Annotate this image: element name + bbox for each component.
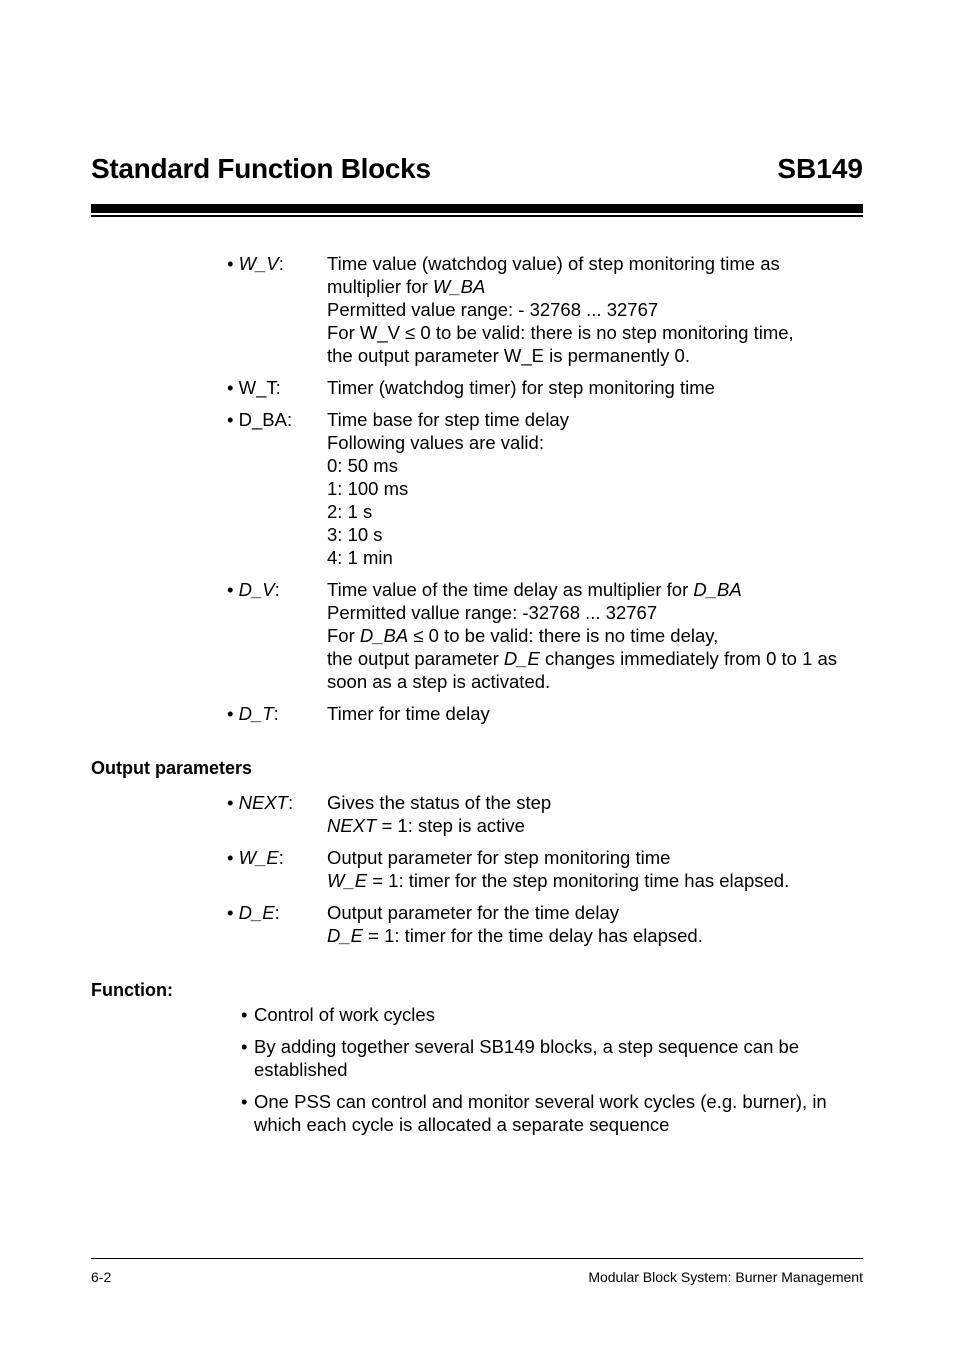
text-segment: Timer for time delay <box>327 703 490 724</box>
text-segment: ≤ 0 to be valid: there is no time delay, <box>408 625 719 646</box>
function-item <box>241 1090 861 1136</box>
bullet: • <box>241 1004 248 1025</box>
text-segment: Output parameter for the time delay <box>327 902 620 923</box>
parameter-item <box>227 252 867 367</box>
text-segment: D_E <box>327 925 363 946</box>
text-segment: Time base for step time delay <box>327 409 569 430</box>
parameter-description <box>327 702 867 725</box>
description-line <box>327 846 867 869</box>
text-segment: W_E <box>238 847 279 868</box>
description-line <box>327 624 867 647</box>
input-parameter-list <box>227 252 867 734</box>
parameter-description <box>327 578 867 693</box>
text-segment: = 1: timer for the time delay has elapsed. <box>363 925 703 946</box>
text-segment: Gives the status of the step <box>327 792 552 813</box>
bullet: • <box>227 847 234 868</box>
parameter-item <box>227 702 867 725</box>
output-parameters-heading: Output parameters <box>91 758 253 778</box>
footer-doc-title: Modular Block System: Burner Management <box>588 1269 863 1285</box>
parameter-label <box>227 702 327 725</box>
description-line <box>327 408 867 431</box>
text-segment: : <box>273 703 279 724</box>
description-line <box>327 901 867 924</box>
bullet: • <box>227 253 234 274</box>
parameter-item <box>227 901 867 947</box>
page-title: Standard Function Blocks <box>91 153 431 184</box>
function-list <box>241 1003 861 1145</box>
parameter-item <box>227 846 867 892</box>
function-item <box>241 1035 861 1081</box>
text-segment: Permitted value range: - 32768 ... 32767 <box>327 299 659 320</box>
footer-rule <box>91 1258 863 1259</box>
description-line <box>327 298 867 321</box>
text-segment: 1: 100 ms <box>327 478 409 499</box>
parameter-label <box>227 408 327 569</box>
text-segment: D_BA <box>693 579 742 600</box>
function-heading: Function: <box>91 980 173 1000</box>
parameter-description <box>327 376 867 399</box>
description-line <box>327 791 867 814</box>
text-segment: Permitted vallue range: -32768 ... 32767 <box>327 602 658 623</box>
parameter-item <box>227 578 867 693</box>
parameter-label <box>227 901 327 947</box>
text-segment: Following values are valid: <box>327 432 544 453</box>
text-segment: NEXT <box>238 792 288 813</box>
description-line <box>327 275 867 298</box>
parameter-description <box>327 252 867 367</box>
text-segment: multiplier for <box>327 276 433 297</box>
function-line: One PSS can control and monitor several work cycles (e.g. burner), in <box>254 1091 827 1112</box>
description-line <box>327 546 867 569</box>
parameter-description <box>327 408 867 569</box>
description-line <box>327 500 867 523</box>
description-line <box>327 477 867 500</box>
bullet: • <box>227 792 234 813</box>
text-segment: For <box>327 625 360 646</box>
bullet: • <box>227 579 234 600</box>
text-segment: 3: 10 s <box>327 524 383 545</box>
text-segment: W_BA <box>432 276 486 297</box>
parameter-item <box>227 376 867 399</box>
description-line <box>327 814 867 837</box>
header-rule-thin <box>91 215 863 217</box>
text-segment: : <box>278 253 284 274</box>
parameter-label <box>227 846 327 892</box>
output-parameter-list <box>227 791 867 956</box>
text-segment: the output parameter <box>327 648 504 669</box>
parameter-description <box>327 901 867 947</box>
text-segment: the output parameter W_E is permanently 0. <box>327 345 690 366</box>
parameter-description <box>327 791 867 837</box>
function-text <box>254 1090 827 1136</box>
description-line <box>327 344 867 367</box>
text-segment: D_BA <box>359 625 409 646</box>
description-line <box>327 601 867 624</box>
function-text <box>254 1035 799 1081</box>
bullet: • <box>227 703 234 724</box>
parameter-label <box>227 376 327 399</box>
function-line: established <box>254 1059 348 1080</box>
function-item <box>241 1003 861 1026</box>
text-segment: soon as a step is activated. <box>327 671 551 692</box>
description-line <box>327 454 867 477</box>
description-line <box>327 431 867 454</box>
text-segment: Time value of the time delay as multiplier for <box>327 579 694 600</box>
text-segment: For W_V ≤ 0 to be valid: there is no step monitoring time, <box>327 322 794 343</box>
text-segment: W_V <box>238 253 279 274</box>
text-segment: Output parameter for step monitoring time <box>327 847 671 868</box>
description-line <box>327 924 867 947</box>
text-segment: changes immediately from 0 to 1 as <box>539 648 838 669</box>
description-line <box>327 252 867 275</box>
description-line <box>327 523 867 546</box>
function-text <box>254 1003 435 1026</box>
text-segment: W_E <box>327 870 368 891</box>
parameter-label <box>227 791 327 837</box>
bullet: • <box>227 377 234 398</box>
text-segment: D_BA: <box>238 409 293 430</box>
function-line: which each cycle is allocated a separate sequence <box>254 1114 670 1135</box>
bullet: • <box>241 1036 248 1057</box>
parameter-item <box>227 408 867 569</box>
text-segment: : <box>287 792 294 813</box>
page-number: 6-2 <box>91 1269 112 1285</box>
text-segment: : <box>278 847 284 868</box>
text-segment: D_E <box>503 648 540 669</box>
text-segment: Time value (watchdog value) of step monitoring time as <box>327 253 780 274</box>
text-segment: : <box>274 902 280 923</box>
text-segment: : <box>274 579 280 600</box>
text-segment: D_E <box>238 902 275 923</box>
header-rule-thick <box>91 204 863 213</box>
text-segment: = 1: timer for the step monitoring time has elapsed. <box>367 870 790 891</box>
description-line <box>327 376 867 399</box>
text-segment: NEXT <box>327 815 377 836</box>
parameter-label <box>227 252 327 367</box>
text-segment: D_V <box>238 579 275 600</box>
block-code: SB149 <box>777 153 863 184</box>
text-segment: 0: 50 ms <box>327 455 398 476</box>
parameter-label <box>227 578 327 693</box>
description-line <box>327 702 867 725</box>
description-line <box>327 670 867 693</box>
parameter-description <box>327 846 867 892</box>
text-segment: W_T: <box>238 377 281 398</box>
description-line <box>327 321 867 344</box>
description-line <box>327 869 867 892</box>
text-segment: D_T <box>238 703 274 724</box>
description-line <box>327 647 867 670</box>
text-segment: 4: 1 min <box>327 547 393 568</box>
text-segment: 2: 1 s <box>327 501 373 522</box>
parameter-item <box>227 791 867 837</box>
text-segment: Timer (watchdog timer) for step monitoring time <box>327 377 715 398</box>
text-segment: = 1: step is active <box>376 815 525 836</box>
bullet: • <box>227 902 234 923</box>
description-line <box>327 578 867 601</box>
function-line: Control of work cycles <box>254 1004 435 1025</box>
bullet: • <box>241 1091 248 1112</box>
bullet: • <box>227 409 234 430</box>
function-line: By adding together several SB149 blocks, a step sequence can be <box>254 1036 800 1057</box>
